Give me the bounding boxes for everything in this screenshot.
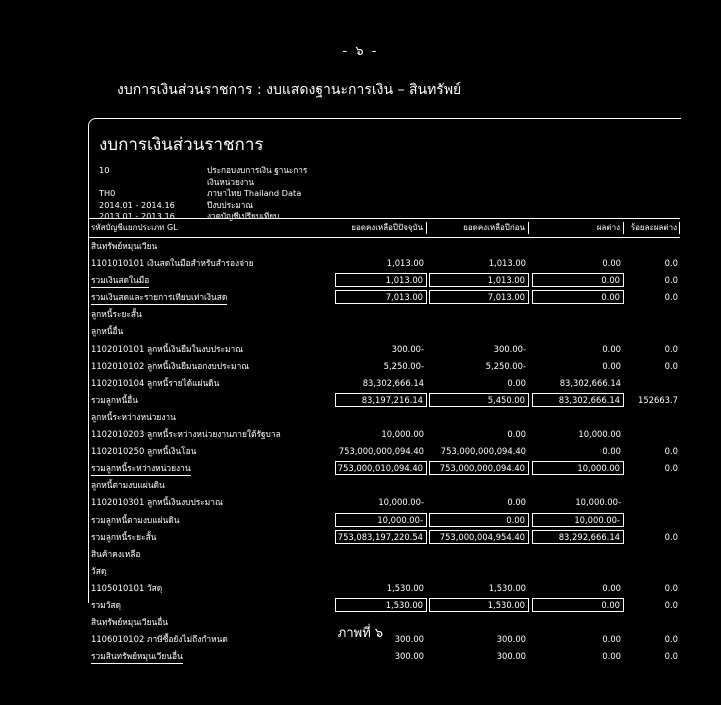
table-row (89, 477, 680, 494)
header-previous: ยอดคงเหลือปีก่อน (429, 222, 529, 234)
percent-cell: 0.0 (664, 275, 678, 286)
percent-cell: 0.0 (664, 463, 678, 474)
current-cell: 83,197,216.14 (335, 393, 427, 407)
previous-cell: 1,530.00 (488, 582, 526, 593)
table-row (89, 375, 680, 392)
table-row (89, 358, 680, 375)
table-row (89, 494, 680, 511)
meta-value: งวดบัญชีเปรียบเทียบ (207, 211, 280, 221)
table-row (89, 426, 680, 443)
account-cell: 1101010101 เงินสดในมือสำหรับสำรองจ่าย (91, 258, 254, 269)
percent-cell: 152663.7 (638, 394, 678, 405)
account-cell: รวมลูกหนี้ระหว่างหน่วยงาน (91, 462, 191, 476)
balance-table (89, 218, 680, 665)
current-cell: 753,000,000,094.40 (338, 446, 424, 457)
account-cell: ลูกหนี้อื่น (91, 326, 124, 337)
previous-cell: 300.00 (496, 634, 526, 645)
account-cell: สินทรัพย์หมุนเวียนอื่น (91, 617, 169, 628)
header-current: ยอดคงเหลือปีปัจจุบัน (335, 222, 427, 234)
percent-cell: 0.0 (664, 258, 678, 269)
current-cell: 10,000.00- (335, 513, 427, 527)
table-row (89, 597, 680, 614)
meta-value: ปีงบประมาณ (207, 199, 253, 210)
account-cell: ลูกหนี้ระหว่างหน่วยงาน (91, 411, 176, 422)
account-cell: ลูกหนี้ตามงบแผ่นดิน (91, 480, 165, 491)
previous-cell: 0.00 (429, 513, 529, 527)
difference-cell: 0.00 (602, 446, 621, 457)
meta-value: ประกอบงบการเงิน ฐานะการเงินหน่วยงาน (207, 165, 308, 187)
current-cell: 753,083,197,220.54 (335, 530, 427, 544)
account-cell: 1105010101 วัสดุ (91, 582, 163, 593)
previous-cell: 0.00 (507, 497, 526, 508)
account-cell: 1102010203 ลูกหนี้ระหว่างหน่วยงานภายใต้รัฐบาล (91, 429, 281, 440)
table-row (89, 580, 680, 597)
table-row (89, 341, 680, 358)
meta-key: 2014.01 - 2014.16 (99, 199, 175, 210)
meta-row (99, 200, 315, 212)
difference-cell: 10,000.00- (575, 497, 621, 508)
percent-cell: 0.0 (664, 651, 678, 662)
account-cell: 1102010102 ลูกหนี้เงินยืมนอกงบประมาณ (91, 360, 250, 371)
previous-cell: 5,250.00- (485, 360, 526, 371)
table-row (89, 289, 680, 306)
difference-cell: 0.00 (602, 343, 621, 354)
percent-cell: 0.0 (664, 634, 678, 645)
table-row (89, 648, 680, 665)
difference-cell: 10,000.00- (532, 513, 624, 527)
percent-cell: 0.0 (664, 360, 678, 371)
header-account: รหัสบัญชีแยกประเภท GL (91, 223, 178, 232)
difference-cell: 83,292,666.14 (532, 530, 624, 544)
account-cell: วัสดุ (91, 565, 107, 576)
percent-cell: 0.0 (664, 446, 678, 457)
difference-cell: 0.00 (532, 290, 624, 304)
account-cell: รวมวัสดุ (91, 599, 121, 610)
current-cell: 5,250.00- (383, 360, 424, 371)
percent-cell: 0.0 (664, 343, 678, 354)
account-cell: รวมเงินสดในมือ (91, 274, 149, 288)
table-row (89, 238, 680, 255)
percent-cell: 0.0 (664, 599, 678, 610)
current-cell: 753,000,010,094.40 (335, 461, 427, 475)
difference-cell: 0.00 (532, 598, 624, 612)
header-percent: ร้อยละผลต่าง (626, 222, 680, 234)
previous-cell: 300.00- (493, 343, 526, 354)
percent-cell: 0.0 (664, 582, 678, 593)
account-cell: 1102010301 ลูกหนี้เงินงบประมาณ (91, 497, 223, 508)
difference-cell: 0.00 (602, 360, 621, 371)
report-title: งบการเงินส่วนราชการ (99, 135, 264, 155)
difference-cell: 0.00 (602, 258, 621, 269)
account-cell: รวมสินทรัพย์หมุนเวียนอื่น (91, 650, 183, 664)
account-cell: 1102010104 ลูกหนี้รายได้แผ่นดิน (91, 377, 220, 388)
table-row (89, 443, 680, 460)
previous-cell: 753,000,004,954.40 (429, 530, 529, 544)
current-cell: 7,013.00 (335, 290, 427, 304)
table-body (89, 238, 680, 665)
previous-cell: 5,450.00 (429, 393, 529, 407)
account-cell: 1106010102 ภาษีซื้อยังไม่ถึงกำหนด (91, 634, 228, 645)
report-meta (99, 165, 315, 223)
previous-cell: 753,000,000,094.40 (429, 461, 529, 475)
header-difference: ผลต่าง (532, 222, 624, 234)
difference-cell: 0.00 (602, 651, 621, 662)
account-cell: รวมลูกหนี้อื่น (91, 394, 138, 405)
account-cell: 1102010101 ลูกหนี้เงินยืมในงบประมาณ (91, 343, 244, 354)
percent-cell: 0.0 (664, 531, 678, 542)
previous-cell: 0.00 (507, 377, 526, 388)
meta-value: ภาษาไทย Thailand Data (207, 188, 302, 198)
table-row (89, 392, 680, 409)
meta-row (99, 188, 315, 200)
difference-cell: 0.00 (602, 634, 621, 645)
previous-cell: 1,013.00 (488, 258, 526, 269)
meta-row (99, 165, 315, 188)
previous-cell: 7,013.00 (429, 290, 529, 304)
table-row (89, 529, 680, 546)
difference-cell: 83,302,666.14 (559, 377, 621, 388)
current-cell: 10,000.00 (381, 429, 424, 440)
account-cell: รวมลูกหนี้ตามงบแผ่นดิน (91, 514, 180, 525)
account-cell: สินทรัพย์หมุนเวียน (91, 241, 158, 251)
current-cell: 83,302,666.14 (362, 377, 424, 388)
account-cell: 1102010250 ลูกหนี้เงินโอน (91, 446, 197, 457)
previous-cell: 753,000,000,094.40 (440, 446, 526, 457)
current-cell: 1,530.00 (386, 582, 424, 593)
table-row (89, 255, 680, 272)
account-cell: รวมลูกหนี้ระยะสั้น (91, 531, 157, 542)
difference-cell: 0.00 (532, 273, 624, 287)
table-row (89, 512, 680, 529)
previous-cell: 300.00 (496, 651, 526, 662)
current-cell: 10,000.00- (378, 497, 424, 508)
current-cell: 1,530.00 (335, 598, 427, 612)
difference-cell: 10,000.00 (532, 461, 624, 475)
difference-cell: 83,302,666.14 (532, 393, 624, 407)
document-heading: งบการเงินส่วนราชการ : งบแสดงฐานะการเงิน – สินทรัพย์ (117, 82, 462, 98)
account-cell: ลูกหนี้ระยะสั้น (91, 309, 142, 320)
table-row (89, 460, 680, 477)
table-header (89, 218, 680, 238)
previous-cell: 0.00 (507, 429, 526, 440)
previous-cell: 1,530.00 (429, 598, 529, 612)
current-cell: 300.00 (394, 651, 424, 662)
meta-key: TH0 (99, 188, 116, 198)
figure-caption: ภาพที่ ๖ (337, 626, 384, 641)
account-cell: รวมเงินสดและรายการเทียบเท่าเงินสด (91, 291, 227, 305)
percent-cell: 0.0 (664, 292, 678, 303)
current-cell: 1,013.00 (335, 273, 427, 287)
current-cell: 300.00- (391, 343, 424, 354)
difference-cell: 0.00 (602, 582, 621, 593)
previous-cell: 1,013.00 (429, 273, 529, 287)
page-number: - ๖ - (342, 44, 379, 59)
meta-key: 10 (99, 165, 110, 175)
account-cell: สินค้าคงเหลือ (91, 548, 141, 559)
current-cell: 1,013.00 (386, 258, 424, 269)
table-row (89, 272, 680, 289)
difference-cell: 10,000.00 (578, 429, 621, 440)
table-row (89, 409, 680, 426)
current-cell: 300.00 (394, 634, 424, 645)
table-row (89, 546, 680, 563)
table-row (89, 306, 680, 323)
table-row (89, 323, 680, 340)
table-row (89, 563, 680, 580)
meta-key: 2013.01 - 2013.16 (99, 211, 175, 221)
